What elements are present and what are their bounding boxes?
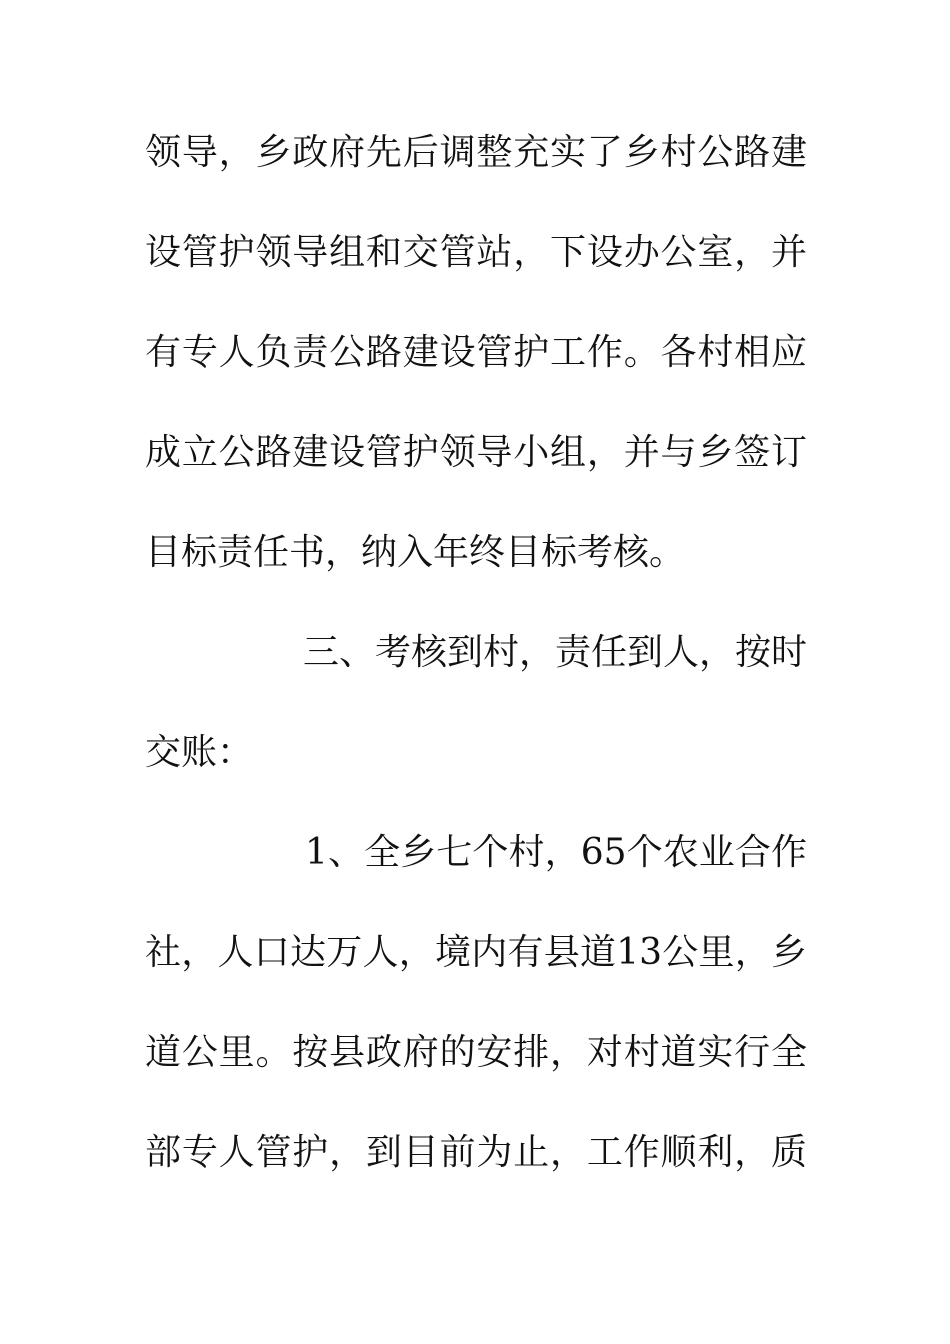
body-text: [145, 118, 807, 1218]
text-line-2: 设管护领导组和交管站，下设办公室，并: [145, 232, 807, 273]
text-line-1: 领导，乡政府先后调整充实了乡村公路建: [145, 132, 807, 173]
section-heading: 三、考核到村，责任到人，按时: [303, 632, 807, 673]
section-heading-continued: 交账：: [145, 732, 254, 773]
text-line-5: 目标责任书，纳入年终目标考核。: [145, 532, 686, 573]
text-line-10: 道公里。按县政府的安排，对村道实行全: [145, 1032, 807, 1073]
list-item-1: 1、全乡七个村，65个农业合作: [305, 832, 807, 873]
text-line-11: 部专人管护，到目前为止，工作顺利，质: [145, 1132, 807, 1173]
text-line-9: 社，人口达万人，境内有县道13公里，乡: [145, 932, 807, 973]
text-line-4: 成立公路建设管护领导小组，并与乡签订: [145, 432, 807, 473]
text-line-3: 有专人负责公路建设管护工作。各村相应: [145, 332, 807, 373]
